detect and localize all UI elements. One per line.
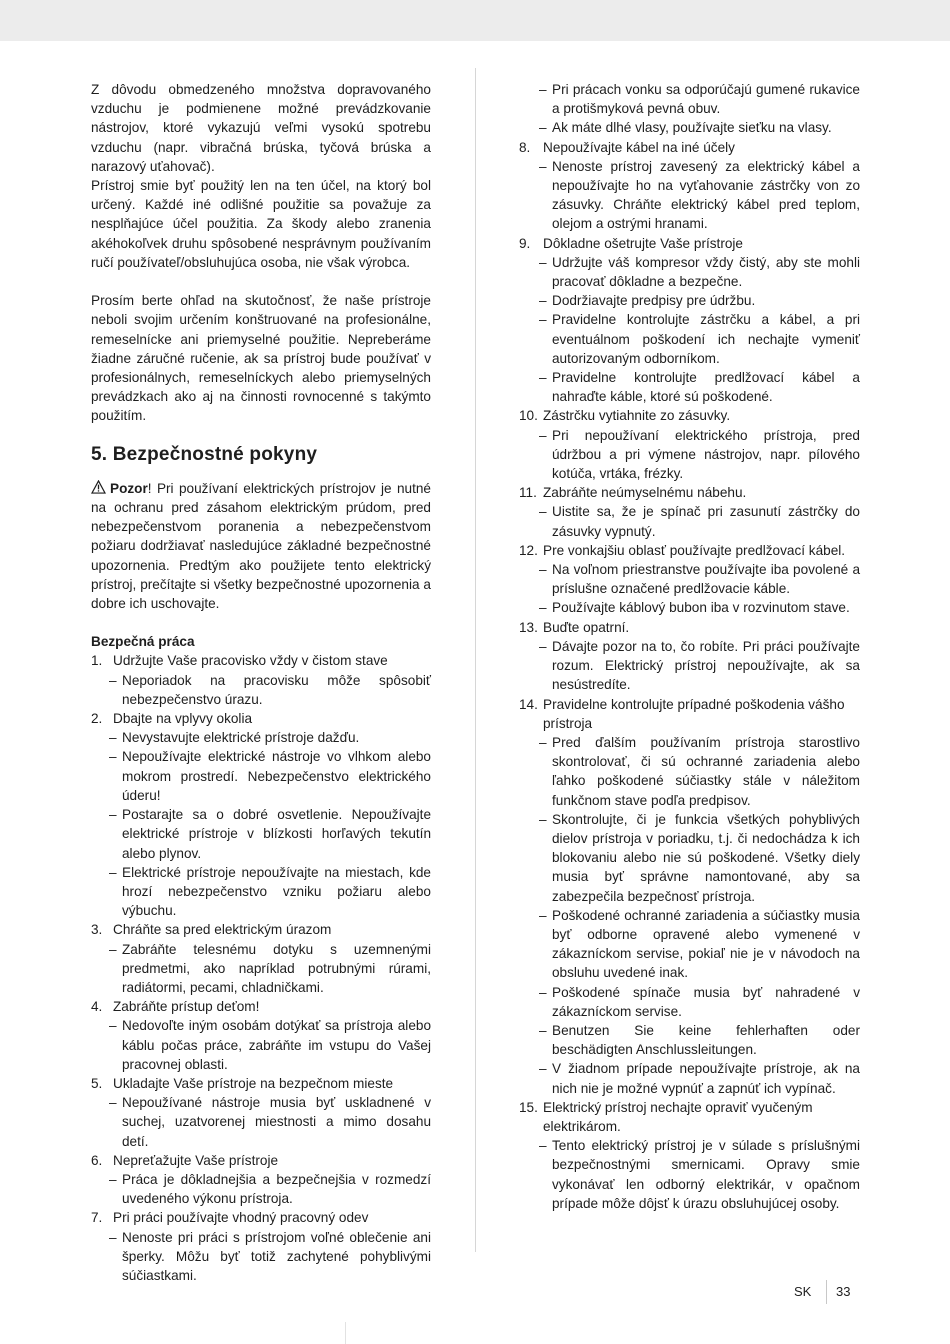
section-title: Bezpečnostné pokyny (112, 443, 318, 465)
item-text: Pre vonkajšiu oblasť používajte predlžovací kábel. (543, 542, 846, 558)
bullet-text: Na voľnom priestranstve používajte iba povolené a príslušne označené predlžovacie káble. (552, 562, 860, 597)
dash-marker: – (539, 312, 547, 328)
item-text: Elektrický prístroj nechajte opraviť vyučeným elektrikárom. (543, 1099, 813, 1134)
dash-marker: – (539, 1022, 547, 1038)
column-divider (475, 68, 476, 1252)
dash-marker: – (539, 293, 547, 309)
page-number: 33 (836, 1284, 851, 1299)
dash-marker: – (109, 941, 117, 957)
language-code: SK (794, 1284, 812, 1299)
bullet-text: Nepoužívajte elektrické nástroje vo vlhkom alebo mokrom prostredí. Nebezpečenstvo elektrického úderu! (122, 749, 431, 803)
dash-marker: – (539, 734, 547, 750)
bullet-item (519, 157, 860, 234)
bullet-text: Pravidelne kontrolujte predlžovací kábel a nahraďte káble, ktoré sú poškodené. (552, 370, 860, 405)
list-item (91, 709, 431, 728)
list-item (91, 651, 431, 670)
crop-mark (345, 1322, 346, 1344)
bullet-text: Pri nepoužívaní elektrického prístroja, pred údržbou a pri výmene nástrojov, napr. pílového kotúča, vrtáka, frézky. (552, 427, 860, 482)
item-number: 3. (91, 922, 103, 938)
bullet-item (519, 560, 860, 598)
bullet-text: Nepoužívané nástroje musia byť uskladnené v suchej, uzatvorenej miestnosti a mimo dosahu detí. (122, 1095, 431, 1149)
bullet-text: Tento elektrický prístroj je v súlade s príslušnými bezpečnostnými smernicami. Opravy smie vykonávať len odborný elektrikár, v opačnom prípade môže dôjsť k úrazu obsluhujúcej osoby. (552, 1138, 860, 1211)
bullet-item (91, 863, 431, 921)
list-item (91, 1208, 431, 1227)
dash-marker: – (539, 600, 547, 616)
bullet-text: Dodržiavajte predpisy pre údržbu. (552, 293, 756, 309)
item-text: Zabráňte neúmyselnému nábehu. (543, 485, 747, 501)
item-text: Pravidelne kontrolujte prípadné poškodenia vášho prístroja (543, 696, 845, 731)
bullet-item (519, 1136, 860, 1213)
bullet-text: Poškodené spínače musia byť nahradené v zákazníckom servise. (552, 984, 860, 1019)
left-column (91, 80, 431, 1285)
dash-marker: – (109, 749, 117, 765)
bullet-text: Nedovoľte iným osobám dotýkať sa prístroja alebo káblu počas práce, zabráňte im vstupu do Vašej pracovnej oblasti. (122, 1018, 431, 1072)
bullet-item (91, 728, 431, 747)
bullet-text: Používajte káblový bubon iba v rozvinutom stave. (552, 600, 850, 616)
list-item (519, 541, 860, 560)
item-number: 15. (519, 1099, 538, 1115)
bullet-item (519, 502, 860, 540)
item-number: 9. (519, 235, 531, 251)
item-text: Pri práci používajte vhodný pracovný odev (113, 1210, 369, 1226)
list-item (91, 1151, 431, 1170)
item-text: Dbajte na vplyvy okolia (113, 711, 253, 727)
item-text: Dôkladne ošetrujte Vaše prístroje (543, 235, 743, 251)
item-text: Chráňte sa pred elektrickým úrazom (113, 922, 332, 938)
intro-paragraph-3: Prosím berte ohľad na skutočnosť, že naše prístroje neboli svojim určením konštruované na profesionálne, remeselnícke ani priemyselné použitie. Nepreberáme žiadne záručné ručenie, ak sa prístroj bude používať v profesionálnych, remeselníckych alebo priemyselných prevádzkach ako aj na činnosti rovnocenné s takýmto použitím. (91, 293, 431, 424)
bullet-item (519, 637, 860, 695)
bullet-item (519, 426, 860, 484)
bullet-text: Postarajte sa o dobré osvetlenie. Nepoužívajte elektrické prístroje v blízkosti horľavých tekutín alebo plynov. (122, 807, 431, 861)
bullet-item (519, 733, 860, 810)
dash-marker: – (109, 807, 117, 823)
dash-marker: – (109, 730, 117, 746)
bullet-item (519, 810, 860, 906)
item-number: 5. (91, 1075, 103, 1091)
bullet-item (519, 1059, 860, 1097)
item-number: 11. (519, 485, 537, 501)
item-text: Zabráňte prístup deťom! (113, 999, 260, 1015)
bullet-text: Neporiadok na pracovisku môže spôsobiť nebezpečenstvo úrazu. (122, 672, 431, 707)
bullet-item (91, 1170, 431, 1208)
dash-marker: – (539, 504, 547, 520)
dash-marker: – (109, 1171, 117, 1187)
caution-text: ! Pri používaní elektrických prístrojov je nutné na ochranu pred zásahom elektrickým prúdom, pred nebezpečenstvom poranenia a nebezpečenstvom požiaru dodržiavať nasledujúce základné bezpečnostné upozornenia. Predtým ako použijete tento elektrický prístroj, prečítajte si všetky bezpečnostné upozornenia a dobre ich uschovajte. (91, 480, 431, 612)
intro-paragraph-1: Z dôvodu obmedzeného množstva dopravovaného vzduchu je podmienene možné prevádzkovanie nástrojov, ktoré vykazujú veľmi vysokú spotrebu vzduchu (napr. vibračná brúska, tyčová brúska a narazový uťahovač). (91, 82, 431, 174)
intro-paragraph-2: Prístroj smie byť použitý len na ten účel, na ktorý bol určený. Každé iné odlišné použitie sa považuje za nesplňajúce účel použitia. Za škody alebo zranenia akéhokoľvek druhu spôsobené nesprávnym používaním ručí používateľ/obsluhujúca osoba, nie však výrobca. (91, 178, 431, 270)
bullet-item (519, 598, 860, 617)
item-number: 7. (91, 1210, 103, 1226)
bullet-item (519, 253, 860, 291)
bullet-item (91, 805, 431, 863)
bullet-text: Práca je dôkladnejšia a bezpečnejšia v rozmedzí uvedeného výkonu prístroja. (122, 1171, 431, 1207)
list-item (519, 138, 860, 157)
bullet-item (519, 291, 860, 310)
item-text: Buďte opatrní. (543, 619, 630, 635)
bullet-item (519, 310, 860, 368)
dash-marker: – (109, 1229, 117, 1245)
item-number: 2. (91, 711, 103, 727)
list-item (519, 695, 860, 733)
item-number: 8. (519, 139, 531, 155)
item-text: Ukladajte Vaše prístroje na bezpečnom mieste (113, 1075, 394, 1091)
bullet-item (91, 1016, 431, 1074)
list-item (519, 234, 860, 253)
dash-marker: – (539, 120, 547, 136)
bullet-text: Uistite sa, že je spínač pri zasunutí zástrčky do zásuvky vypnutý. (552, 504, 860, 539)
bullet-text: Udržujte váš kompresor vždy čistý, aby ste mohli pracovať dôkladne a bezpečne. (552, 254, 860, 290)
caution-label: Pozor (110, 480, 148, 496)
bullet-text: Nenoste pri práci s prístrojom voľné oblečenie ani šperky. Môžu byť totiž zachytené pohyblivými súčiastkami. (122, 1229, 431, 1283)
item-number: 6. (91, 1152, 103, 1168)
list-item (91, 1074, 431, 1093)
dash-marker: – (539, 984, 547, 1000)
bullet-text: Dávajte pozor na to, čo robíte. Pri práci používajte rozum. Elektrický prístroj nepoužívajte, ak sa nesústredíte. (552, 638, 860, 693)
dash-marker: – (539, 82, 547, 97)
dash-marker: – (539, 427, 547, 443)
bullet-item (91, 747, 431, 805)
dash-marker: – (539, 811, 547, 827)
dash-marker: – (539, 370, 547, 386)
dash-marker: – (539, 562, 547, 578)
item-text: Nepreťažujte Vaše prístroje (113, 1152, 279, 1168)
list-item (91, 997, 431, 1016)
bullet-item (519, 983, 860, 1021)
bullet-text: Pravidelne kontrolujte zástrčku a kábel, a pri eventuálnom poškodení ich nechajte vymeniť autorizovaným odborníkom. (552, 312, 860, 366)
dash-marker: – (109, 672, 117, 688)
item-number: 10. (519, 408, 538, 424)
bullet-item (519, 906, 860, 983)
dash-marker: – (539, 1061, 547, 1077)
bullet-text: Zabráňte telesnému dotyku s uzemnenými predmetmi, ako napríklad potrubnými rúrami, radiátormi, pecami, chladničkami. (122, 941, 431, 995)
bullet-item (91, 671, 431, 709)
item-text: Nepoužívajte kábel na iné účely (543, 139, 735, 155)
bullet-item (519, 118, 860, 137)
item-text: Zástrčku vytiahnite zo zásuvky. (543, 408, 731, 424)
safety-list-left (91, 651, 431, 1285)
bullet-item (519, 368, 860, 406)
bullet-item (91, 1093, 431, 1151)
dash-marker: – (539, 158, 547, 174)
caution-paragraph (91, 479, 431, 613)
right-column (519, 80, 860, 1213)
list-item (519, 483, 860, 502)
bullet-text: Benutzen Sie keine fehlerhaften oder beschädigten Anschlussleitungen. (552, 1022, 860, 1058)
dash-marker: – (109, 1095, 117, 1111)
bullet-item (91, 940, 431, 998)
dash-marker: – (109, 1018, 117, 1034)
item-number: 4. (91, 999, 103, 1015)
bullet-text: Poškodené ochranné zariadenia a súčiastky musia byť odborne opravené alebo vymenené v zákazníckom servise, pokiaľ nie je v návodoch na obsluhu uvedené inak. (552, 907, 860, 981)
bullet-text: Ak máte dlhé vlasy, používajte sieťku na vlasy. (552, 120, 832, 136)
top-band (0, 0, 950, 41)
item-number: 1. (91, 653, 103, 669)
continued-bullets (519, 80, 860, 138)
dash-marker: – (539, 1138, 547, 1154)
item-text: Udržujte Vaše pracovisko vždy v čistom stave (113, 653, 388, 669)
list-item (519, 1098, 860, 1136)
section-heading (91, 445, 431, 464)
warning-triangle-icon (91, 480, 106, 494)
dash-marker: – (539, 254, 547, 270)
bullet-text: Elektrické prístroje nepoužívajte na miestach, kde hrozí nebezpečenstvo vzniku požiaru alebo výbuchu. (122, 864, 431, 919)
subsection-title: Bezpečná práca (91, 634, 195, 650)
dash-marker: – (539, 907, 547, 923)
item-number: 14. (519, 696, 538, 712)
bullet-text: Skontrolujte, či je funkcia všetkých pohyblivých dielov prístroja v poriadku, t.j. či nedochádza k ich blokovaniu alebo nie sú poškodené. Všetky diely musia byť správne namontované, aby sa zabezpečila bezpečnosť prístroja. (552, 811, 860, 904)
item-number: 12. (519, 542, 538, 558)
section-number: 5. (91, 443, 108, 465)
list-item (519, 618, 860, 637)
bullet-item (519, 80, 860, 118)
footer-divider (826, 1280, 827, 1304)
dash-marker: – (109, 864, 117, 880)
bullet-text: Nenoste prístroj zavesený za elektrický kábel a nepoužívajte ho na vyťahovanie zástrčky von zo zásuvky. Chráňte elektrický kábel pred teplom, olejom a ostrými hranami. (552, 158, 860, 232)
bullet-text: Pri prácach vonku sa odporúčajú gumené rukavice a protišmyková pevná obuv. (552, 82, 860, 117)
list-item (519, 406, 860, 425)
item-number: 13. (519, 619, 538, 635)
safety-list-right (519, 138, 860, 1213)
bullet-item (519, 1021, 860, 1059)
bullet-text: Nevystavujte elektrické prístroje dažďu. (122, 730, 360, 746)
list-item (91, 920, 431, 939)
bullet-text: V žiadnom prípade nepoužívajte prístroje, ak na nich nie je možné vypnúť a zapnúť ich vypínač. (552, 1061, 860, 1096)
bullet-text: Pred ďalším používaním prístroja starostlivo skontrolovať, či sú ochranné zariadenia alebo ľahko poškodené súčiastky stále v náležitom funkčnom stave podľa predpisov. (552, 734, 860, 808)
bullet-item (91, 1228, 431, 1286)
dash-marker: – (539, 638, 547, 654)
